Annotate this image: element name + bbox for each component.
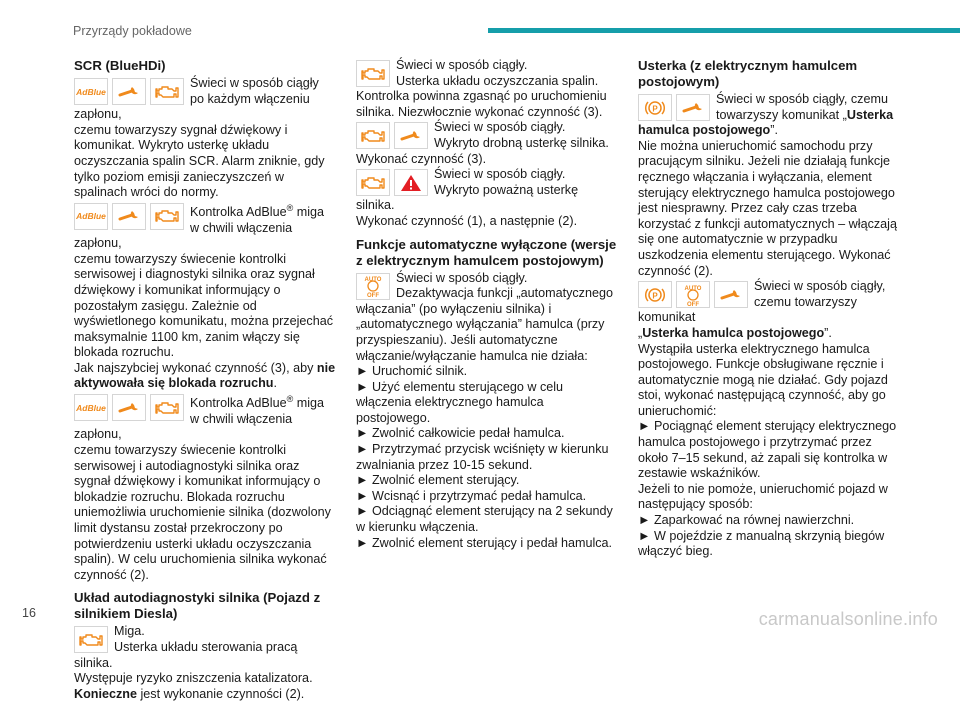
page-number: 16 xyxy=(22,606,36,620)
warning-block-scr-2 xyxy=(74,201,336,392)
svg-text:AUTO: AUTO xyxy=(364,277,382,284)
step-item: ► Przytrzymać przycisk wciśnięty w kierunku zwalniania przez 10-15 sekund. xyxy=(356,442,609,472)
warning-block-scr-3 xyxy=(74,392,336,583)
auto-off-icon xyxy=(676,281,710,308)
block-head: Świeci w sposób ciągły. xyxy=(396,270,528,285)
warning-block-minor-fault xyxy=(356,120,620,167)
wrench-icon xyxy=(112,203,146,230)
parking-brake-fault-heading: Usterka (z elektrycznym hamulcem postojowym) xyxy=(638,58,858,89)
engine-icon xyxy=(356,60,390,87)
block-head-2: Usterka układu oczyszczania spalin. xyxy=(396,73,599,88)
adblue-icon xyxy=(74,78,108,105)
engine-icon xyxy=(150,203,184,230)
parking-brake-icon xyxy=(638,94,672,121)
icon-group xyxy=(74,203,184,230)
block-body: Występuje ryzyko zniszczenia katalizatora. xyxy=(74,671,313,686)
block-head: Świeci w sposób ciągły, czemu towarzyszy komunikat xyxy=(638,279,886,325)
block-head: Miga. xyxy=(114,624,145,639)
block-body-2: Jak najszybciej wykonać czynność (3), aby nie aktywowała się blokada rozruchu. xyxy=(74,360,336,391)
wrench-icon xyxy=(394,122,428,149)
step-item: ► Uruchomić silnik. xyxy=(356,364,468,379)
warning-triangle-icon xyxy=(394,169,428,196)
step-item: ► Zwolnić element sterujący i pedał hamulca. xyxy=(356,535,613,550)
step-item: ► Wcisnąć i przytrzymać pedał hamulca. xyxy=(356,488,587,503)
engine-icon xyxy=(356,122,390,149)
block-body: Wykonać czynność (1), a następnie (2). xyxy=(356,213,578,228)
warning-block-exhaust xyxy=(356,58,620,120)
watermark: carmanualsonline.info xyxy=(758,609,938,629)
wrench-icon xyxy=(714,281,748,308)
scr-heading: SCR (BlueHDi) xyxy=(74,58,166,73)
wrench-icon xyxy=(676,94,710,121)
header-accent-bar xyxy=(488,28,960,33)
icon-group xyxy=(638,281,748,308)
warning-block-auto-off xyxy=(356,271,620,552)
icon-group xyxy=(356,122,428,149)
wrench-icon xyxy=(112,78,146,105)
block-head-2: Usterka układu sterowania pracą silnika. xyxy=(74,639,298,670)
column-2 xyxy=(356,58,620,551)
block-head-2: Wykryto drobną usterkę silnika. xyxy=(434,135,609,150)
block-body: Kontrolka powinna zgasnąć po uruchomieniu silnika. Niezwłocznie wykonać czynność (3). xyxy=(356,89,607,119)
block-head: Świeci w sposób ciągły. xyxy=(396,58,528,72)
svg-text:AdBlue: AdBlue xyxy=(76,402,106,413)
icon-group xyxy=(638,94,710,121)
block-body: Wystąpiła usterka elektrycznego hamulca postojowego. Funkcje obsługiwane ręcznie i automatycznie mogą nie działać. Gdy pojazd stoi, wykonać następującą czynność, aby go unieruchomić: xyxy=(638,341,888,418)
column-3 xyxy=(638,58,900,560)
icon-group xyxy=(356,273,390,300)
block-head: Świeci w sposób ciągły. xyxy=(434,167,566,182)
block-body: czemu towarzyszy sygnał dźwiękowy i komunikat. Wykryto usterkę układu oczyszczania spalin SCR. Alarm zniknie, gdy tylko poziom emisji zanieczyszczeń w spalinach wróci do normy. xyxy=(74,122,325,200)
warning-block-brake-1 xyxy=(638,92,900,279)
auto-functions-heading: Funkcje automatyczne wyłączone (wersje z elektrycznym hamulcem postojowym) xyxy=(356,236,617,268)
block-head: Kontrolka AdBlue® miga w chwili włączenia zapłonu, xyxy=(74,394,325,442)
step-item: ► Pociągnąć element sterujący elektrycznego hamulca postojowego i przytrzymać przez około 7–15 sekund, aż zapali się kontrolka w zestawie wskaźników. xyxy=(638,419,897,481)
adblue-icon xyxy=(74,203,108,230)
block-head: Kontrolka AdBlue® miga w chwili włączenia zapłonu, xyxy=(74,202,325,251)
step-item: ► Zwolnić całkowicie pedał hamulca. xyxy=(356,426,565,441)
warning-block-major-fault xyxy=(356,167,620,229)
parking-brake-icon xyxy=(638,281,672,308)
adblue-icon xyxy=(74,394,108,421)
block-head-2: Dezaktywacja funkcji „automatycznego xyxy=(396,286,613,301)
block-head-2: Wykryto poważną usterkę silnika. xyxy=(356,182,579,213)
auto-off-icon xyxy=(356,273,390,300)
section-header-title: Przyrządy pokładowe xyxy=(73,24,192,38)
svg-text:AdBlue: AdBlue xyxy=(76,211,106,222)
engine-icon xyxy=(356,169,390,196)
block-body: czemu towarzyszy świecenie kontrolki serwisowej i diagnostyki silnika oraz sygnał dźwiękowy i komunikat informujący o pozostałym zasięgu. Zależnie od wyświetlonego komunikatu, można przejechać maksymalnie 1100 km, zanim włączy się blokada rozruchu. xyxy=(74,251,334,360)
svg-text:AdBlue: AdBlue xyxy=(76,86,106,97)
block-head: Świeci w sposób ciągły po każdym włączeniu zapłonu, xyxy=(74,76,319,122)
svg-text:OFF: OFF xyxy=(687,301,699,307)
block-head: Świeci w sposób ciągły. xyxy=(434,120,566,135)
step-item: ► Użyć elementu sterującego w celu włączenia elektrycznego hamulca postojowego. xyxy=(356,379,564,425)
wrench-icon xyxy=(112,394,146,421)
block-body-2: Jeżeli to nie pomoże, unieruchomić pojazd w następujący sposób: xyxy=(638,481,888,512)
warning-block-scr-1 xyxy=(74,76,336,201)
steps-list xyxy=(356,364,620,551)
step-item: ► W pojeździe z manualną skrzynią biegów włączyć bieg. xyxy=(638,528,885,559)
icon-group xyxy=(74,78,184,105)
engine-diag-heading: Układ autodiagnostyki silnika (Pojazd z silnikiem Diesla) xyxy=(74,590,321,622)
svg-text:AUTO: AUTO xyxy=(684,285,702,292)
icon-group xyxy=(74,394,184,421)
block-body: Nie można unieruchomić samochodu przy pracującym silniku. Jeżeli nie działają funkcje ręcznego włączania i wyłączania, element sterujący elektrycznego hamulca postojowego jest niesprawny. Przez cały czas trzeba korzystać z funkcji automatycznych – włączają się one automatycznie w przypadku uszkodzenia elementu sterującego. Wykonać czynność (2). xyxy=(638,138,897,278)
warning-block-engine-diag xyxy=(74,624,336,702)
block-head: Świeci w sposób ciągły, czemu towarzyszy komunikat „Usterka hamulca postojowego”. xyxy=(638,92,894,138)
column-1 xyxy=(74,58,336,702)
icon-group xyxy=(356,169,428,196)
svg-text:OFF: OFF xyxy=(367,293,379,299)
engine-icon xyxy=(150,394,184,421)
engine-icon xyxy=(150,78,184,105)
icon-group xyxy=(356,60,390,87)
step-item: ► Odciągnąć element sterujący na 2 sekundy w kierunku włączenia. xyxy=(356,504,613,535)
warning-block-brake-2 xyxy=(638,279,900,560)
block-body-2: Konieczne jest wykonanie czynności (2). xyxy=(74,686,305,701)
block-body: włączania” (po wyłączeniu silnika) i „automatycznego wyłączania” hamulca (przy przyspieszaniu). Jeśli automatyczne włączanie/wyłączanie hamulca nie działa: xyxy=(356,301,605,363)
step-item: ► Zaparkować na równej nawierzchni. xyxy=(638,513,855,528)
block-body: czemu towarzyszy świecenie kontrolki serwisowej i autodiagnostyki silnika oraz sygnał dźwiękowy i komunikat informujący o blokadzie rozruchu. Blokada rozruchu uniemożliwia uruchomienie silnika (dozwolony limit dystansu został przekroczony po potwierdzeniu usterki układu oczyszczania spalin). W celu uruchomienia silnika wykonać czynność (2). xyxy=(74,443,331,582)
block-head-2: „Usterka hamulca postojowego”. xyxy=(638,325,832,340)
step-item: ► Zwolnić element sterujący. xyxy=(356,473,520,488)
block-body: Wykonać czynność (3). xyxy=(356,151,487,166)
